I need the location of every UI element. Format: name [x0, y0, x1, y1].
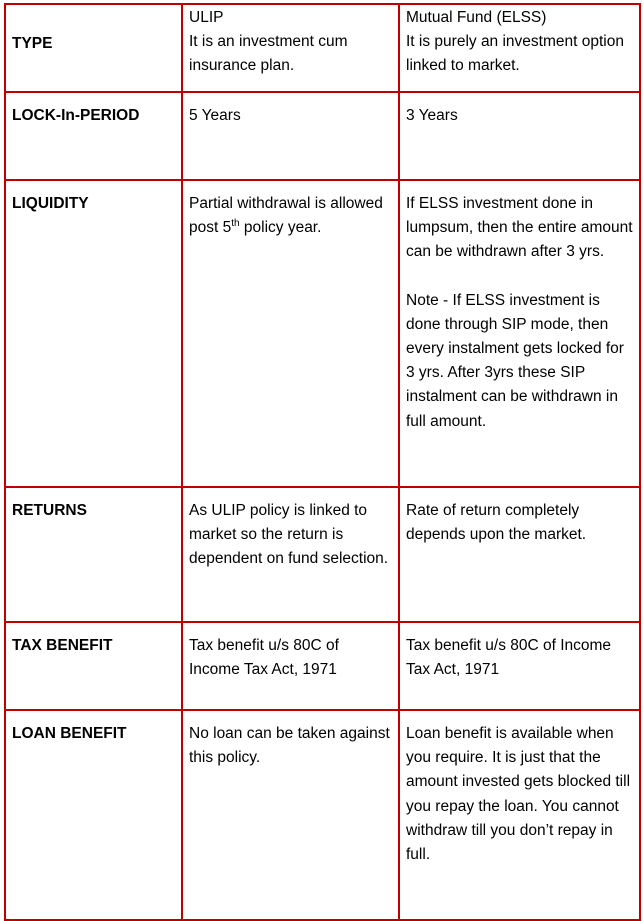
ulip-loan-benefit-text: No loan can be taken against this policy.: [189, 725, 390, 767]
row-label-liquidity: LIQUIDITY: [12, 195, 89, 212]
elss-liquidity-paragraph-sip-note: Note - If ELSS investment is done through SIP mode, then every instalment gets locked for 3 yrs. After 3yrs these SIP instalment can be withdrawn in full amount.: [406, 291, 624, 430]
elss-cell-returns: [399, 487, 640, 622]
elss-liquidity-paragraph-lumpsum: If ELSS investment done in lumpsum, then the entire amount can be withdrawn after 3 yrs.: [406, 195, 633, 261]
ulip-cell-type: [182, 4, 399, 92]
ulip-liquidity-text: [189, 195, 383, 236]
row-label-loan-benefit: LOAN BENEFIT: [12, 725, 127, 742]
row-label-cell: [5, 487, 182, 622]
elss-tax-benefit-text: Tax benefit u/s 80C of Income Tax Act, 1971: [406, 637, 612, 679]
elss-lock-in-text: 3 Years: [406, 107, 458, 124]
ulip-cell-tax-benefit: [182, 622, 399, 710]
row-label-cell: [5, 180, 182, 487]
elss-cell-type: [399, 4, 640, 92]
ulip-liquidity-text-part2: policy year.: [239, 219, 322, 237]
table-row-returns: [5, 487, 640, 622]
row-label-tax-benefit: TAX BENEFIT: [12, 637, 113, 654]
row-label-type: TYPE: [12, 35, 53, 52]
elss-cell-tax-benefit: [399, 622, 640, 710]
row-label-cell: [5, 622, 182, 710]
elss-type-text: Mutual Fund (ELSS) It is purely an investment option linked to market.: [406, 9, 624, 75]
elss-cell-liquidity: [399, 180, 640, 487]
table-row-type: [5, 4, 640, 92]
elss-cell-loan-benefit: [399, 710, 640, 920]
ulip-cell-liquidity: [182, 180, 399, 487]
ulip-tax-benefit-text: Tax benefit u/s 80C of Income Tax Act, 1971: [189, 637, 339, 679]
ulip-type-text: ULIP It is an investment cum insurance plan.: [189, 9, 348, 75]
table-row-tax-benefit: [5, 622, 640, 710]
table-row-liquidity: [5, 180, 640, 487]
ulip-returns-text: As ULIP policy is linked to market so the return is dependent on fund selection.: [189, 502, 389, 568]
row-label-cell: [5, 4, 182, 92]
ulip-vs-elss-comparison-table: [4, 3, 641, 921]
row-label-cell: [5, 710, 182, 920]
table-row-loan-benefit: [5, 710, 640, 920]
ulip-cell-lock-in-period: [182, 92, 399, 180]
elss-loan-benefit-text: Loan benefit is available when you require. It is just that the amount invested gets blocked till you repay the loan. You cannot withdraw till you don’t repay in full.: [406, 725, 631, 864]
row-label-lock-in-period: LOCK-In-PERIOD: [12, 107, 140, 124]
ulip-liquidity-text-part1: Partial withdrawal is allowed post 5: [189, 195, 383, 237]
table-row-lock-in-period: [5, 92, 640, 180]
row-label-returns: RETURNS: [12, 502, 87, 519]
row-label-cell: [5, 92, 182, 180]
elss-cell-lock-in-period: [399, 92, 640, 180]
elss-returns-text: Rate of return completely depends upon the market.: [406, 502, 587, 544]
ulip-cell-returns: [182, 487, 399, 622]
ulip-lock-in-text: 5 Years: [189, 107, 241, 124]
ordinal-suffix: th: [231, 218, 240, 230]
ulip-cell-loan-benefit: [182, 710, 399, 920]
